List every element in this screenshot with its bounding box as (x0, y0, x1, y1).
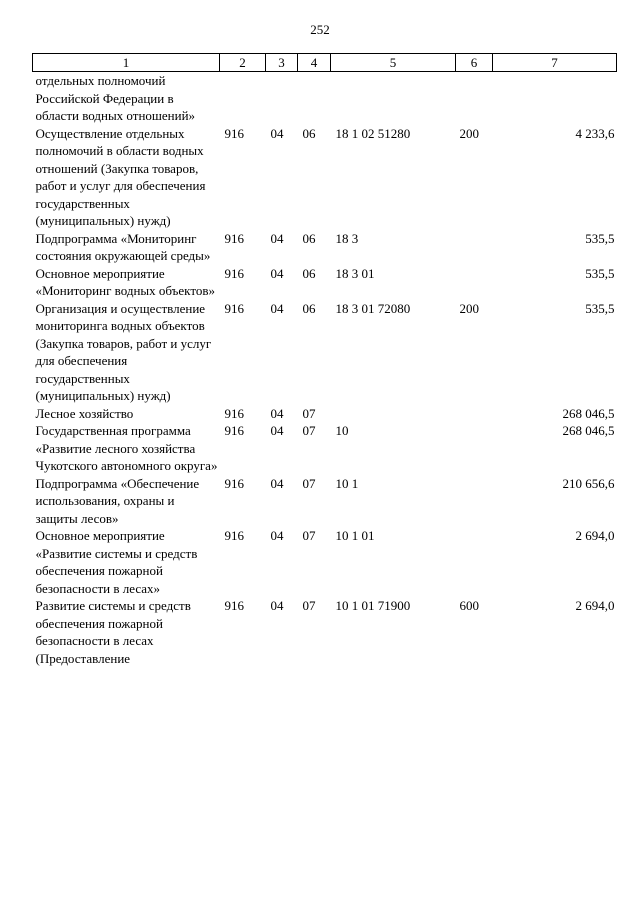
row-ministry: 916 (224, 423, 244, 438)
row-ministry: 916 (224, 598, 244, 613)
table-body (33, 72, 617, 668)
row-name: Подпрограмма «Мониторинг состояния окружающей среды» (35, 230, 211, 263)
row-amount: 535,5 (585, 300, 615, 316)
table-row (33, 72, 617, 125)
row-subsection: 07 (302, 475, 316, 491)
row-subsection: 07 (302, 423, 316, 438)
row-kvr: 200 (459, 300, 479, 316)
page-number: 252 (310, 22, 330, 37)
row-amount: 2 694,0 (575, 598, 615, 613)
row-amount: 2 694,0 (575, 528, 615, 543)
row-target (331, 72, 456, 125)
table-row (33, 230, 617, 265)
row-name: Лесное хозяйство (35, 405, 134, 421)
row-ministry: 916 (224, 265, 244, 281)
row-target (331, 405, 456, 423)
row-name: Подпрограмма «Обеспечение использования, охраны и защиты лесов» (35, 475, 200, 526)
table-header (33, 54, 617, 72)
row-kvr (456, 475, 493, 528)
row-amount (493, 72, 617, 125)
row-section: 04 (270, 598, 284, 613)
row-target: 18 3 01 72080 (335, 300, 411, 316)
table-row (33, 475, 617, 528)
row-amount: 210 656,6 (562, 475, 615, 491)
row-name: Осуществление отдельных полномочий в области водных отношений (Закупка товаров, работ и услуг для обеспечения государственных (муниципальных) нужд) (35, 125, 206, 228)
row-section: 04 (270, 475, 284, 491)
row-name: Организация и осуществление мониторинга водных объектов (Закупка товаров, работ и услуг для обеспечения государственных (муниципальных) нужд) (35, 300, 212, 403)
column-header-2: 2 (220, 54, 266, 72)
row-kvr (456, 72, 493, 125)
row-subsection: 06 (302, 300, 316, 316)
row-section: 04 (270, 265, 284, 281)
row-ministry: 916 (224, 475, 244, 491)
row-target: 18 3 (335, 230, 359, 246)
row-subsection: 07 (302, 528, 316, 543)
row-subsection: 07 (302, 405, 316, 421)
table-row (33, 405, 617, 423)
row-section: 04 (270, 423, 284, 438)
row-target: 10 1 01 71900 (335, 598, 411, 613)
row-subsection: 06 (302, 125, 316, 141)
row-section: 04 (270, 230, 284, 246)
table-row (33, 300, 617, 405)
column-header-3: 3 (266, 54, 298, 72)
row-kvr (456, 265, 493, 300)
row-section: 04 (270, 405, 284, 421)
row-kvr (456, 230, 493, 265)
row-ministry: 916 (224, 125, 244, 141)
row-name: Основное мероприятие «Развитие системы и средств обеспечения пожарной безопасности в лесах» (35, 528, 198, 596)
row-ministry: 916 (224, 300, 244, 316)
row-amount: 535,5 (585, 230, 615, 246)
table-row (33, 265, 617, 300)
table-row (33, 597, 617, 667)
column-header-5: 5 (331, 54, 456, 72)
row-subsection: 07 (302, 598, 316, 613)
row-amount: 535,5 (585, 265, 615, 281)
row-name: отдельных полномочий Российской Федерации в области водных отношений» (35, 73, 196, 123)
budget-table (32, 53, 617, 667)
row-ministry: 916 (224, 405, 244, 421)
row-amount: 268 046,5 (562, 405, 615, 421)
row-kvr (456, 405, 493, 423)
row-subsection: 06 (302, 265, 316, 281)
row-section: 04 (270, 125, 284, 141)
table-row (33, 527, 617, 597)
row-kvr (456, 422, 493, 475)
row-target: 18 1 02 51280 (335, 125, 411, 141)
row-subsection (298, 72, 331, 125)
column-header-6: 6 (456, 54, 493, 72)
column-header-7: 7 (493, 54, 617, 72)
row-name: Основное мероприятие «Мониторинг водных объектов» (35, 265, 215, 298)
row-ministry (220, 72, 266, 125)
row-section: 04 (270, 300, 284, 316)
row-ministry: 916 (224, 230, 244, 246)
row-amount: 268 046,5 (562, 423, 615, 438)
row-kvr: 200 (459, 125, 479, 141)
row-target: 10 1 01 (335, 528, 375, 543)
column-header-1: 1 (33, 54, 220, 72)
row-target: 10 (335, 423, 349, 438)
row-amount: 4 233,6 (575, 125, 615, 141)
header-row (33, 54, 617, 72)
row-ministry: 916 (224, 528, 244, 543)
row-subsection: 06 (302, 230, 316, 246)
row-section: 04 (270, 528, 284, 543)
table-row (33, 422, 617, 475)
table-row (33, 125, 617, 230)
row-kvr (456, 527, 493, 597)
row-section (266, 72, 298, 125)
column-header-4: 4 (298, 54, 331, 72)
row-name: Государственная программа «Развитие лесного хозяйства Чукотского автономного округа» (35, 423, 218, 473)
row-target: 10 1 (335, 475, 359, 491)
row-kvr: 600 (459, 598, 479, 613)
row-name: Развитие системы и средств обеспечения пожарной безопасности в лесах (Предоставление (35, 598, 191, 666)
row-target: 18 3 01 (335, 265, 375, 281)
